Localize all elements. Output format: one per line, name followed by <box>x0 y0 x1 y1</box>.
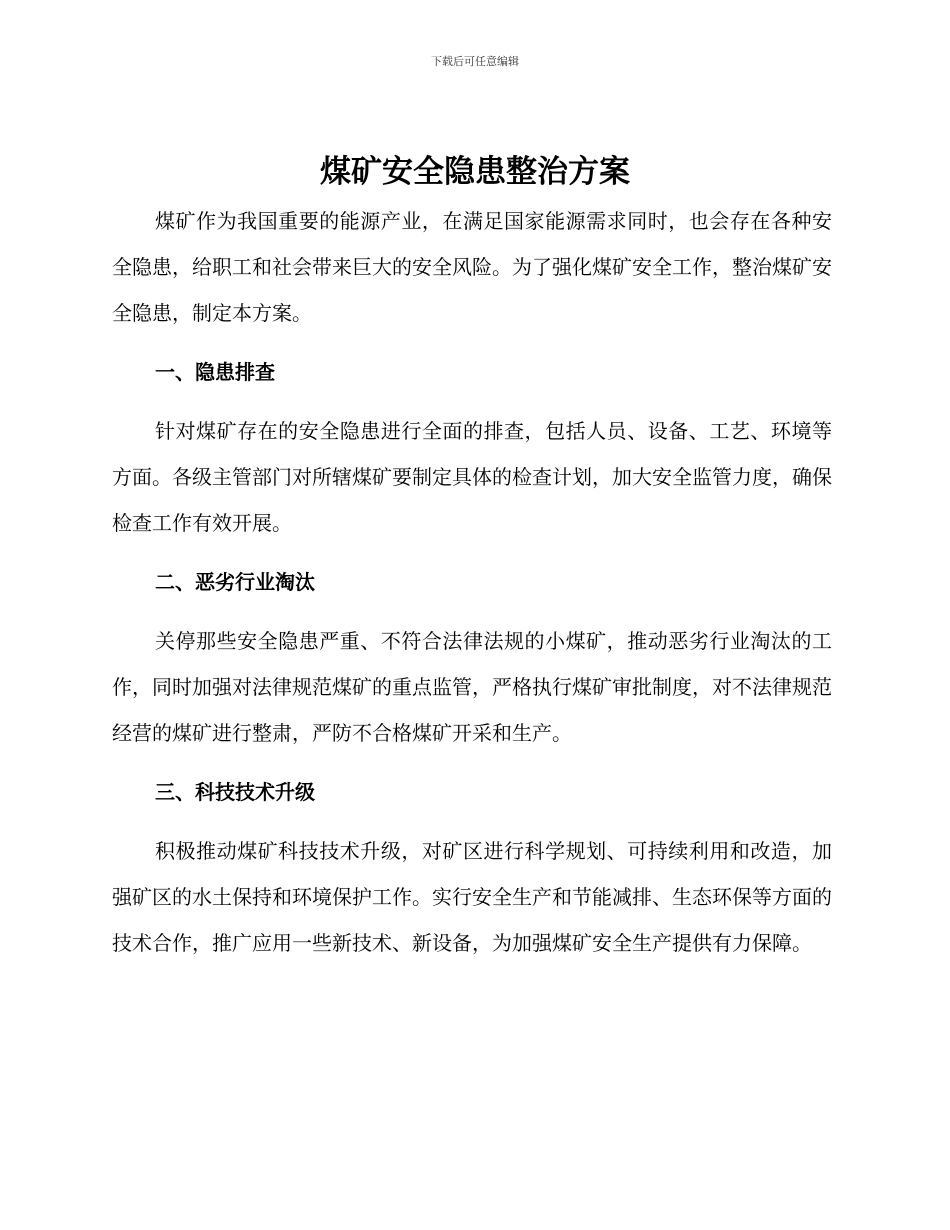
section-paragraph: 积极推动煤矿科技技术升级，对矿区进行科学规划、可持续利用和改造，加强矿区的水土保持和环境保护工作。实行安全生产和节能减排、生态环保等方面的技术合作，推广应用一些新技术、新设备，为加强煤矿安全生产提供有力保障。 <box>112 839 832 955</box>
section-heading: 一、隐患排查 <box>155 360 275 384</box>
section-paragraph: 关停那些安全隐患严重、不符合法律法规的小煤矿，推动恶劣行业淘汰的工作，同时加强对法律规范煤矿的重点监管，严格执行煤矿审批制度，对不法律规范经营的煤矿进行整肃，严防不合格煤矿开采和生产。 <box>112 629 832 745</box>
section-heading: 二、恶劣行业淘汰 <box>155 570 315 594</box>
section-paragraph: 针对煤矿存在的安全隐患进行全面的排查，包括人员、设备、工艺、环境等方面。各级主管部门对所辖煤矿要制定具体的检查计划，加大安全监管力度，确保检查工作有效开展。 <box>112 419 832 535</box>
document-title: 煤矿安全隐患整治方案 <box>320 154 630 190</box>
section-hazard-inspection <box>112 349 832 546</box>
section-industry-elimination <box>112 559 832 756</box>
document-body <box>112 198 832 966</box>
page-header-note: 下载后可任意编辑 <box>431 55 519 68</box>
intro-paragraph: 煤矿作为我国重要的能源产业，在满足国家能源需求同时，也会存在各种安全隐患，给职工和社会带来巨大的安全风险。为了强化煤矿安全工作，整治煤矿安全隐患，制定本方案。 <box>112 209 832 325</box>
section-heading: 三、科技技术升级 <box>155 780 315 804</box>
section-technology-upgrade <box>112 769 832 966</box>
